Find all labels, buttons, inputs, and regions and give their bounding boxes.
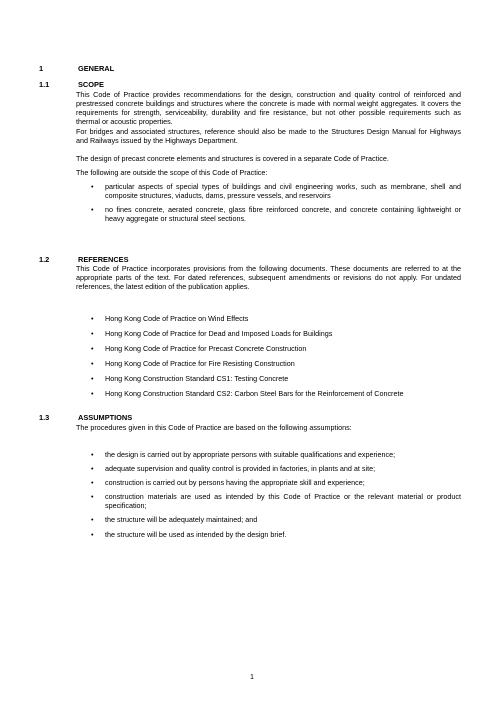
bullet-icon: • xyxy=(91,478,94,488)
bullet-icon: • xyxy=(91,492,94,502)
bullet-icon: • xyxy=(91,329,94,339)
bullet-icon: • xyxy=(91,314,94,323)
list-item-text: the structure will be used as intended by the design brief. xyxy=(105,529,287,539)
bullet-icon: • xyxy=(91,374,94,384)
page-number: 1 xyxy=(250,672,254,681)
section-number: 1 xyxy=(39,64,44,73)
list-item-text: the design is carried out by appropriate persons with suitable qualifications and experience; xyxy=(105,450,396,459)
bullet-icon: • xyxy=(91,389,94,399)
list-item-text: Hong Kong Construction Standard CS2: Carbon Steel Bars for the Reinforcement of Concrete xyxy=(105,389,404,399)
scope-bullet-list xyxy=(76,182,461,223)
list-item-text: particular aspects of special types of buildings and civil engineering works, such as membrane, shell and composite structures, viaducts, dams, pressure vessels, and reservoirs xyxy=(105,182,461,201)
list-item xyxy=(76,450,461,459)
list-item-text: Hong Kong Code of Practice for Fire Resisting Construction xyxy=(105,359,295,369)
list-item xyxy=(76,344,461,353)
list-item xyxy=(76,314,461,323)
list-item-text: construction materials are used as intended by this Code of Practice or the relevant material or product specification; xyxy=(105,492,461,511)
list-item-text: no fines concrete, aerated concrete, glass fibre reinforced concrete, and concrete containing lightweight or heavy aggregate or structural steel sections. xyxy=(105,205,461,224)
list-item xyxy=(76,389,461,398)
scope-paragraph-3: The design of precast concrete elements and structures is covered in a separate Code of Practice. xyxy=(76,154,389,163)
section-title: GENERAL xyxy=(78,64,115,73)
list-item xyxy=(76,478,461,487)
section-number: 1.3 xyxy=(39,413,50,422)
list-item xyxy=(76,374,461,383)
section-title: SCOPE xyxy=(78,80,104,89)
list-item-text: Hong Kong Code of Practice for Dead and Imposed Loads for Buildings xyxy=(105,329,333,339)
scope-paragraph-4: The following are outside the scope of this Code of Practice: xyxy=(76,168,268,177)
list-item-text: Hong Kong Construction Standard CS1: Testing Concrete xyxy=(105,374,289,384)
bullet-icon: • xyxy=(91,450,94,459)
bullet-icon: • xyxy=(91,515,94,525)
bullet-icon: • xyxy=(91,344,94,354)
references-paragraph: This Code of Practice incorporates provisions from the following documents. These documents are referred to at the appropriate parts of the text. For dated references, subsequent amendments or revisions do not apply. For undated references, the latest edition of the publication applies. xyxy=(76,264,461,292)
list-item-text: construction is carried out by persons having the appropriate skill and experience; xyxy=(105,478,365,488)
list-item xyxy=(76,359,461,368)
list-item xyxy=(76,464,461,473)
bullet-icon: • xyxy=(91,182,94,191)
section-number: 1.2 xyxy=(39,255,50,264)
list-item xyxy=(76,530,461,539)
section-title: REFERENCES xyxy=(78,255,129,264)
list-item xyxy=(76,515,461,524)
bullet-icon: • xyxy=(91,529,94,539)
section-number: 1.1 xyxy=(39,80,50,89)
list-item-text: adequate supervision and quality control is provided in factories, in plants and at site; xyxy=(105,464,376,474)
bullet-icon: • xyxy=(91,359,94,369)
section-title: ASSUMPTIONS xyxy=(78,413,133,422)
list-item-text: Hong Kong Code of Practice for Precast Concrete Construction xyxy=(105,344,307,354)
assumptions-paragraph: The procedures given in this Code of Practice are based on the following assumptions: xyxy=(76,423,352,432)
scope-paragraph-2: For bridges and associated structures, reference should also be made to the Structures Design Manual for Highways and Railways issued by the Highways Department. xyxy=(76,127,461,146)
list-item xyxy=(76,329,461,338)
list-item-text: the structure will be adequately maintained; and xyxy=(105,515,258,525)
assumptions-bullet-list xyxy=(76,450,461,539)
list-item-text: Hong Kong Code of Practice on Wind Effects xyxy=(105,314,249,323)
bullet-icon: • xyxy=(91,464,94,474)
list-item xyxy=(76,492,461,510)
bullet-icon: • xyxy=(91,205,94,215)
references-bullet-list xyxy=(76,314,461,399)
list-item xyxy=(76,205,461,223)
scope-paragraph-1: This Code of Practice provides recommendations for the design, construction and quality control of reinforced and prestressed concrete buildings and structures where the concrete is made with normal weight aggregates. It covers the requirements for strength, serviceability, durability and fire resistance, but not other possible requirements such as thermal or acoustic properties. xyxy=(76,90,461,127)
list-item xyxy=(76,182,461,200)
